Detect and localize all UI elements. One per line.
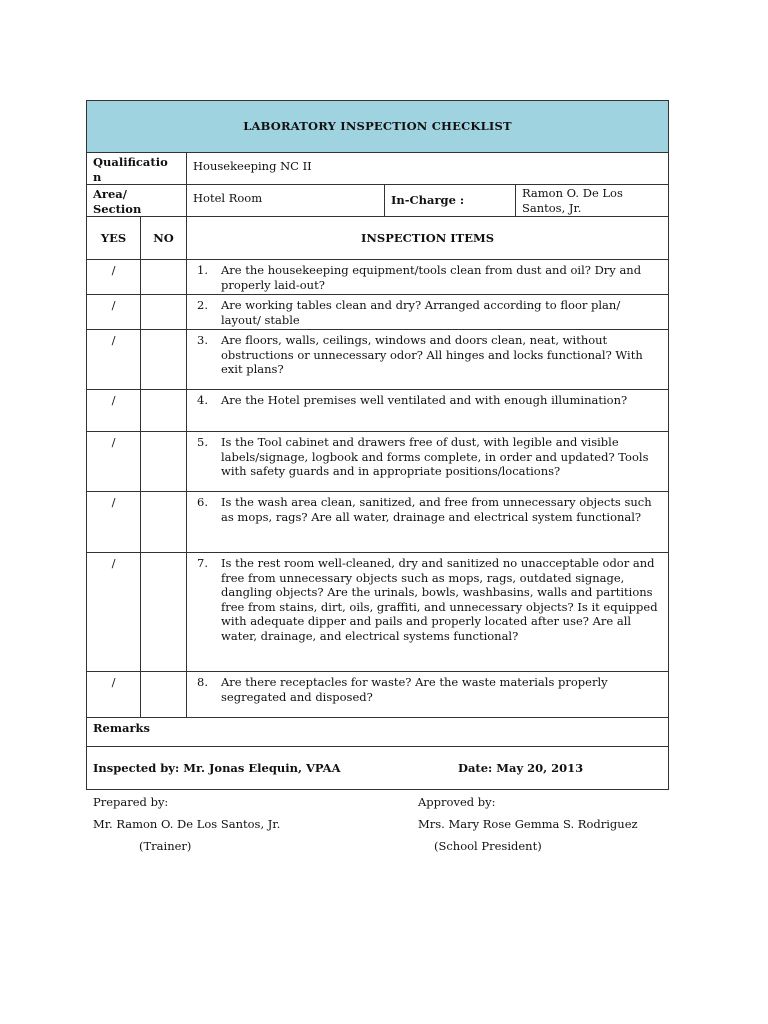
item-number: 1.	[197, 263, 208, 277]
item-text: Is the wash area clean, sanitized, and free from unnecessary objects such as mops, rags? Are all water, drainage and electrical system functional?	[221, 495, 652, 524]
item-number: 5.	[197, 435, 208, 449]
item-text: Is the rest room well-cleaned, dry and sanitized no unacceptable odor and free from unnecessary objects such as mops, rags, outdated signage, dangling objects? Are the urinals, bowls, washbasins, walls and partitions free from stains, dirt, oils, graffiti, and unnecessary objects? Is it equipped with adequate dipper and pails and properly located after use? Are all water, drainage, and electrical systems functional?	[221, 556, 658, 643]
checklist-sheet	[86, 100, 668, 790]
inspected-by-row	[87, 747, 669, 790]
yes-mark: /	[87, 492, 141, 553]
item-text: Are floors, walls, ceilings, windows and doors clean, neat, without obstructions or unnecessary odor? All hinges and locks functional? With exit plans?	[221, 333, 643, 376]
area-value: Hotel Room	[187, 185, 385, 217]
item-text: Are there receptacles for waste? Are the waste materials properly segregated and disposed?	[221, 675, 608, 704]
prepared-by-name: Mr. Ramon O. De Los Santos, Jr.	[93, 817, 281, 831]
qualification-value: Housekeeping NC II	[187, 153, 669, 185]
yes-mark: /	[87, 553, 141, 672]
table-row	[87, 330, 669, 390]
item-text: Are working tables clean and dry? Arranged according to floor plan/ layout/ stable	[221, 298, 621, 327]
table-row	[87, 672, 669, 718]
item-number: 3.	[197, 333, 208, 347]
checklist-table	[86, 100, 669, 790]
yes-mark: /	[87, 390, 141, 432]
items-column-header: INSPECTION ITEMS	[187, 217, 669, 260]
no-mark	[141, 672, 187, 718]
table-row	[87, 553, 669, 672]
item-number: 8.	[197, 675, 208, 689]
yes-mark: /	[87, 295, 141, 330]
item-number: 4.	[197, 393, 208, 407]
no-mark	[141, 492, 187, 553]
no-mark	[141, 432, 187, 492]
table-row	[87, 432, 669, 492]
inspection-date: Date: May 20, 2013	[458, 760, 584, 775]
yes-mark: /	[87, 672, 141, 718]
table-row	[87, 492, 669, 553]
yes-mark: /	[87, 260, 141, 295]
approved-by-name: Mrs. Mary Rose Gemma S. Rodriguez	[418, 817, 638, 831]
incharge-value: Ramon O. De Los Santos, Jr.	[516, 185, 669, 217]
no-mark	[141, 330, 187, 390]
approved-by-label: Approved by:	[418, 795, 496, 809]
prepared-by-role: (Trainer)	[139, 839, 192, 853]
item-number: 7.	[197, 556, 208, 570]
table-row	[87, 295, 669, 330]
item-text: Are the housekeeping equipment/tools clean from dust and oil? Dry and properly laid-out?	[221, 263, 642, 292]
item-number: 2.	[197, 298, 208, 312]
no-mark	[141, 553, 187, 672]
item-text: Is the Tool cabinet and drawers free of dust, with legible and visible labels/signage, logbook and forms complete, in order and updated? Tools with safety guards and in appropriate positions/locations?	[221, 435, 649, 478]
item-text: Are the Hotel premises well ventilated and with enough illumination?	[221, 393, 628, 407]
item-number: 6.	[197, 495, 208, 509]
prepared-by-label: Prepared by:	[93, 795, 169, 809]
table-row	[87, 390, 669, 432]
area-label: Area/ Section	[87, 185, 187, 217]
checklist-title: LABORATORY INSPECTION CHECKLIST	[87, 101, 669, 153]
no-mark	[141, 390, 187, 432]
no-column-header: NO	[141, 217, 187, 260]
yes-mark: /	[87, 432, 141, 492]
no-mark	[141, 295, 187, 330]
inspected-by: Inspected by: Mr. Jonas Elequin, VPAA	[93, 760, 341, 775]
incharge-label: In-Charge :	[385, 185, 516, 217]
yes-mark: /	[87, 330, 141, 390]
approved-by-role: (School President)	[434, 839, 542, 853]
table-row	[87, 260, 669, 295]
remarks-label: Remarks	[87, 718, 669, 747]
qualification-label: Qualificatio n	[87, 153, 187, 185]
yes-column-header: YES	[87, 217, 141, 260]
no-mark	[141, 260, 187, 295]
